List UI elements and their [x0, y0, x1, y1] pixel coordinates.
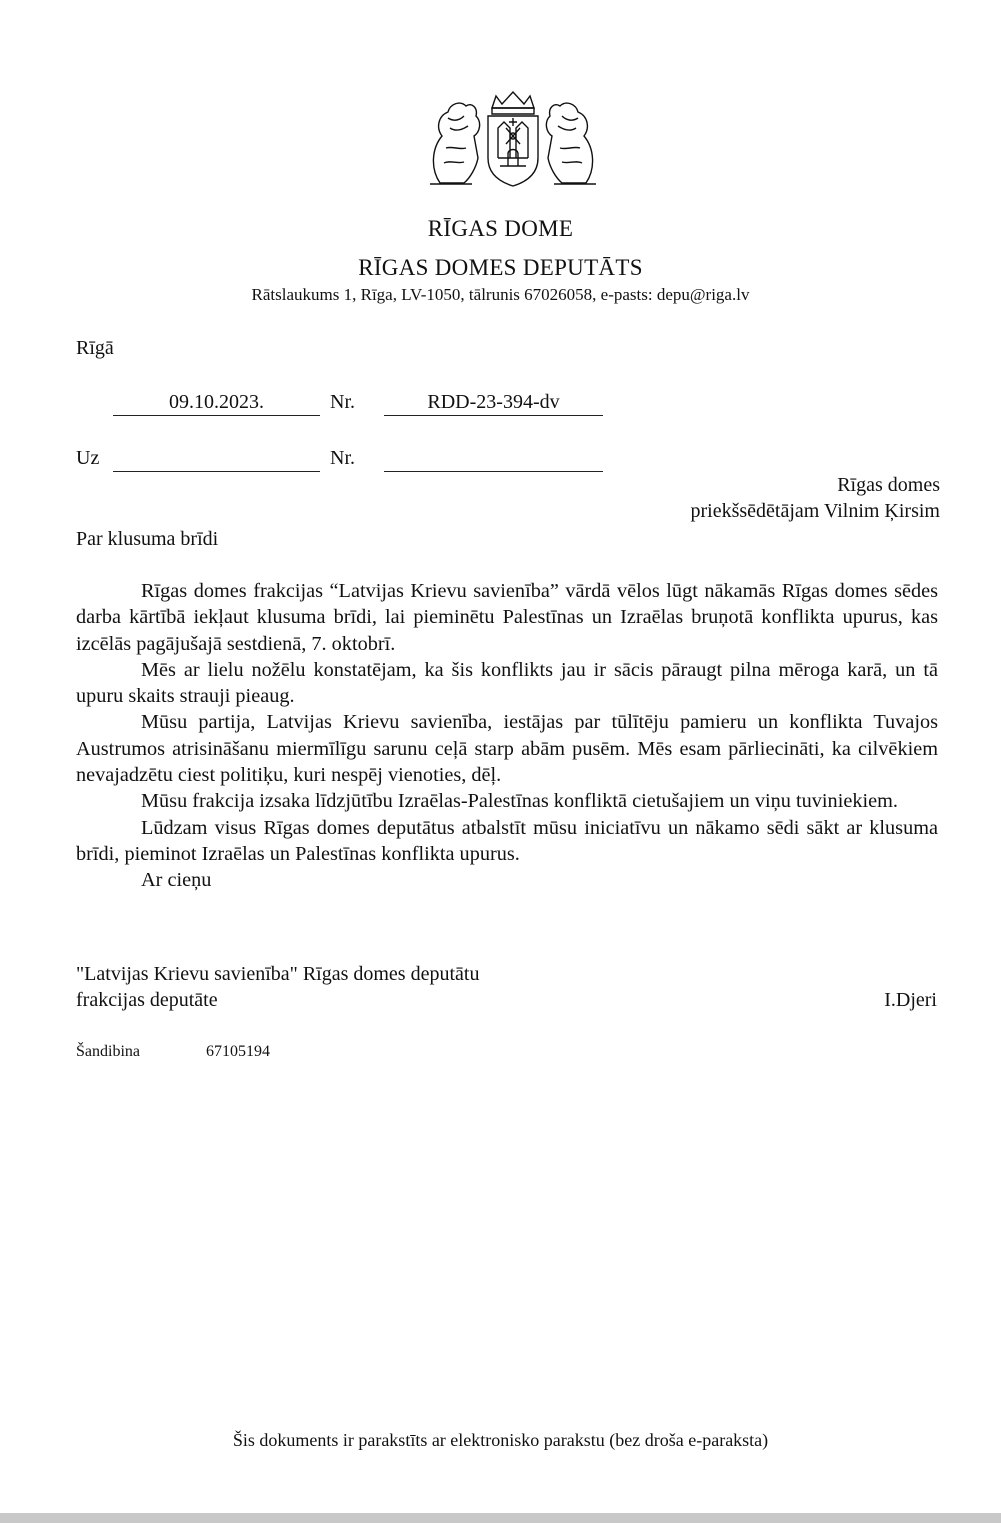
- office-title: RĪGAS DOMES DEPUTĀTS: [358, 255, 643, 280]
- subject: Par klusuma brīdi: [76, 528, 219, 550]
- signature-line2: frakcijas deputāte: [76, 989, 218, 1011]
- date-field: [113, 389, 320, 416]
- body-paragraph: Lūdzam visus Rīgas domes deputātus atbalstīt mūsu iniciatīvu un nākamo sēdi sākt ar klusuma brīdi, pieminot Izraēlas un Palestīnas konflikta upurus.: [76, 816, 938, 865]
- recipient-line1: Rīgas domes: [837, 474, 940, 496]
- to-label: Uz: [76, 447, 100, 469]
- recipient: [690, 472, 940, 524]
- doc-number-field: [384, 389, 603, 416]
- place: Rīgā: [76, 337, 114, 359]
- signature-line1: "Latvijas Krievu savienība" Rīgas domes deputātu: [76, 963, 480, 985]
- to-nr-label: Nr.: [330, 447, 355, 469]
- to-field: [113, 445, 320, 472]
- to-nr-field: [384, 445, 603, 472]
- contact-phone: 67105194: [206, 1043, 270, 1060]
- signer-name: I.Djeri: [884, 989, 937, 1011]
- bottom-bar: [0, 1513, 1001, 1523]
- doc-number-value: RDD-23-394-dv: [427, 391, 560, 413]
- body-paragraph: Mēs ar lielu nožēlu konstatējam, ka šis konflikts jau ir sācis pāraugt pilna mēroga karā, un tā upuru skaits strauji pieaug.: [76, 658, 938, 708]
- signature-block: [76, 961, 479, 1013]
- letter-body: [76, 578, 938, 894]
- nr-label: Nr.: [330, 391, 355, 413]
- recipient-line2: priekšsēdētājam Vilnim Ķirsim: [690, 500, 940, 522]
- address-line: Rātslaukums 1, Rīga, LV-1050, tālrunis 67026058, e-pasts: depu@riga.lv: [251, 285, 750, 304]
- body-paragraph: Rīgas domes frakcijas “Latvijas Krievu savienība” vārdā vēlos lūgt nākamās Rīgas domes sēdes darba kārtībā iekļaut klusuma brīdi, lai pieminētu Palestīnas un Izraēlas bruņotā konflikta upurus, kas izcēlās pagājušajā sestdienā, 7. oktobrī.: [76, 580, 938, 655]
- body-paragraph: Mūsu frakcija izsaka līdzjūtību Izraēlas-Palestīnas konfliktā cietušajiem un viņu tuviniekiem.: [141, 790, 898, 813]
- date-value: 09.10.2023.: [169, 391, 264, 413]
- contact-name: Šandibina: [76, 1043, 140, 1060]
- riga-coat-of-arms-icon: [420, 88, 606, 188]
- footer-note: Šis dokuments ir parakstīts ar elektronisko parakstu (bez droša e-paraksta): [232, 1430, 769, 1450]
- body-paragraph: Mūsu partija, Latvijas Krievu savienība, iestājas par tūlītēju pamieru un konflikta Tuvajos Austrumos atrisināšanu miermīlīgu sarunu ceļā starp abām pusēm. Mēs esam pārliecināti, ka cilvēkiem nevajadzētu ciest politiķu, kuri nespēj vienoties, dēļ.: [76, 711, 938, 787]
- closing: Ar cieņu: [141, 869, 212, 892]
- organization-name: RĪGAS DOME: [427, 216, 574, 241]
